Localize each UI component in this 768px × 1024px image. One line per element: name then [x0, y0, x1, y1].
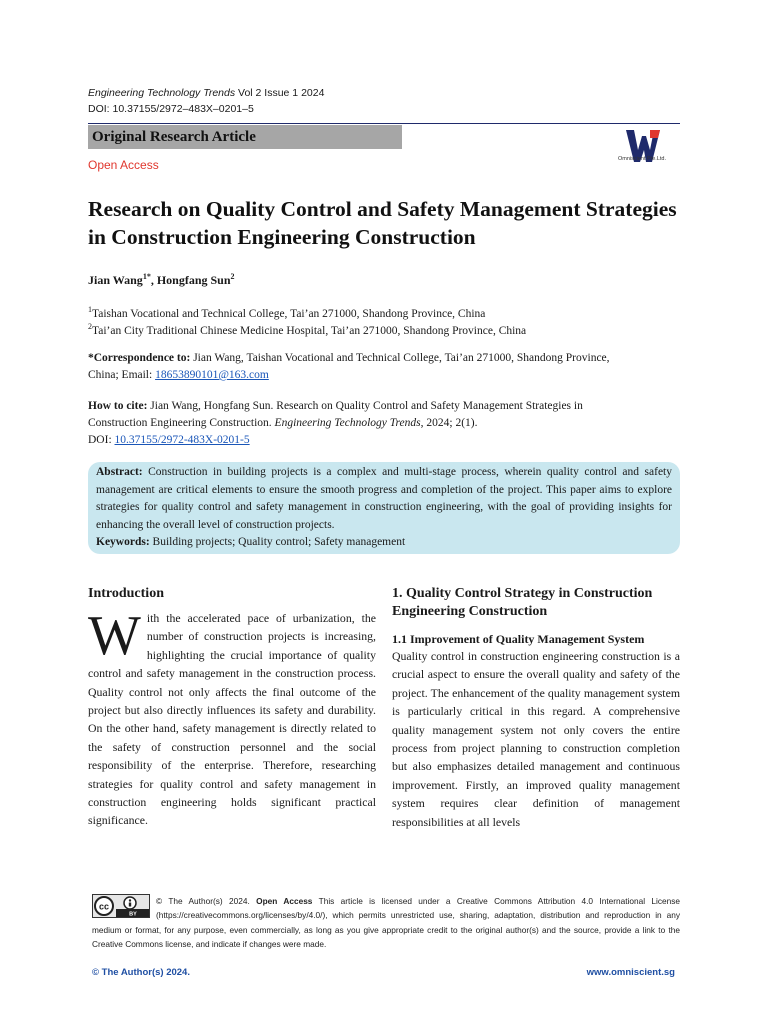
- author-superscript: 1*: [142, 272, 151, 281]
- correspondence-text: Jian Wang, Taishan Vocational and Technical College, Tai’an 271000, Shandong Province,: [190, 352, 610, 364]
- affiliation-number: 2: [88, 322, 92, 331]
- subsection-heading: 1.1 Improvement of Quality Management System: [392, 632, 645, 646]
- correspondence-label: *Correspondence to:: [88, 352, 191, 364]
- open-access-label: Open Access: [88, 158, 159, 172]
- section-heading: 1. Quality Control Strategy in Construction Engineering Construction: [392, 586, 653, 619]
- affiliation-number: 1: [88, 305, 92, 314]
- footer-website-link[interactable]: www.omniscient.sg: [586, 967, 675, 978]
- affiliation-text: Taishan Vocational and Technical College, Tai’an 271000, Shandong Province, China: [92, 307, 486, 320]
- correspondence-block: [88, 350, 680, 384]
- how-to-cite-label: How to cite:: [88, 400, 148, 412]
- journal-issue: Vol 2 Issue 1 2024: [235, 87, 325, 99]
- introduction-section: [88, 585, 376, 830]
- license-statement: [92, 894, 680, 951]
- header-doi: DOI: 10.37155/2972–483X–0201–5: [88, 103, 254, 115]
- svg-text:BY: BY: [129, 911, 137, 917]
- keywords-label: Keywords:: [96, 536, 150, 548]
- citation-text: Jian Wang, Hongfang Sun. Research on Quality Control and Safety Management Strategies in: [147, 400, 583, 412]
- citation-text: , 2024; 2(1).: [420, 417, 478, 429]
- keywords-text: Building projects; Quality control; Safety management: [149, 536, 406, 548]
- author-superscript: 2: [230, 272, 235, 281]
- drop-cap: W: [88, 605, 141, 667]
- affiliation-1: [88, 305, 485, 320]
- introduction-text: ith the accelerated pace of urbanization, the number of construction projects is increasing, highlighting the crucial importance of quality control and safety management in the construction process. Quality control not only affects the final outcome of the project but also directly influences its safety and durability. On the other hand, safety management is directly related to the safety of construction personnel and the social responsibility of the enterprise. Therefore, researching strategies for quality control and safety management in construction engineering holds significant practical significance.: [88, 611, 376, 828]
- license-copyright: © The Author(s) 2024.: [156, 896, 257, 906]
- license-text: This article is licensed under a Creative Commons Attribution 4.0 International License (https://creativecommons.org/licenses/by/4.0/), which permits unrestricted use, sharing, adaptation, distribution and reproduction in any medium or format, for any purpose, even commercially, as long as you give appropriate credit to the original author(s) and the source, provide a link to the Creative Commons license, and indicate if changes were made.: [92, 896, 681, 949]
- journal-name: Engineering Technology Trends: [88, 87, 236, 99]
- cc-by-license-icon[interactable]: [92, 894, 150, 918]
- introduction-body: [88, 605, 376, 830]
- article-type-banner: Original Research Article: [88, 125, 402, 149]
- abstract-box: [88, 462, 680, 554]
- author-list: [88, 272, 235, 288]
- affiliation-2: [88, 322, 526, 337]
- correspondence-email-link[interactable]: 18653890101@163.com: [155, 369, 269, 381]
- abstract-label: Abstract:: [96, 466, 143, 478]
- license-open-access: Open Access: [256, 896, 313, 906]
- how-to-cite-block: [88, 398, 680, 449]
- header-divider: [88, 123, 680, 124]
- author-name: Jian Wang: [88, 273, 143, 287]
- citation-doi-label: DOI:: [88, 434, 115, 446]
- citation-doi-link[interactable]: 10.37155/2972-483X-0201-5: [114, 434, 250, 446]
- section-1-body: Quality control in construction engineering construction is a crucial aspect to ensure the overall quality and safety of the project. The enhancement of the quality management system is particularly critical in this regard. A comprehensive quality management system not only covers the entire process from project planning to construction completion but also emphasizes detailed management and continuous improvement. Firstly, an improved quality management system requires clear definition of management responsibilities at all levels: [392, 649, 680, 829]
- citation-journal: Engineering Technology Trends: [274, 417, 421, 429]
- author-name: Hongfang Sun: [156, 273, 231, 287]
- affiliation-text: Tai’an City Traditional Chinese Medicine Hospital, Tai’an 271000, Shandong Province, China: [92, 324, 527, 337]
- publisher-logo-icon: [614, 128, 670, 168]
- footer-copyright: © The Author(s) 2024.: [92, 967, 190, 978]
- paper-title: Research on Quality Control and Safety Management Strategies in Construction Engineering Construction: [88, 197, 677, 249]
- publisher-logo-text: Omniscient Pte.Ltd.: [618, 156, 666, 162]
- section-heading: Introduction: [88, 586, 164, 601]
- correspondence-text: China; Email:: [88, 369, 156, 381]
- citation-text: Construction Engineering Construction.: [88, 417, 275, 429]
- svg-text:cc: cc: [98, 901, 110, 912]
- abstract-text: Construction in building projects is a complex and multi-stage process, wherein quality control and safety management are critical elements to ensure the smooth progress and completion of the project. This paper aims to explore strategies for quality control and safety management in construction engineering, with the goal of providing insights for enhancing the overall level of construction projects.: [96, 466, 672, 531]
- section-1: [392, 585, 680, 831]
- journal-citation-line: [88, 87, 324, 99]
- author-separator: ,: [150, 273, 157, 287]
